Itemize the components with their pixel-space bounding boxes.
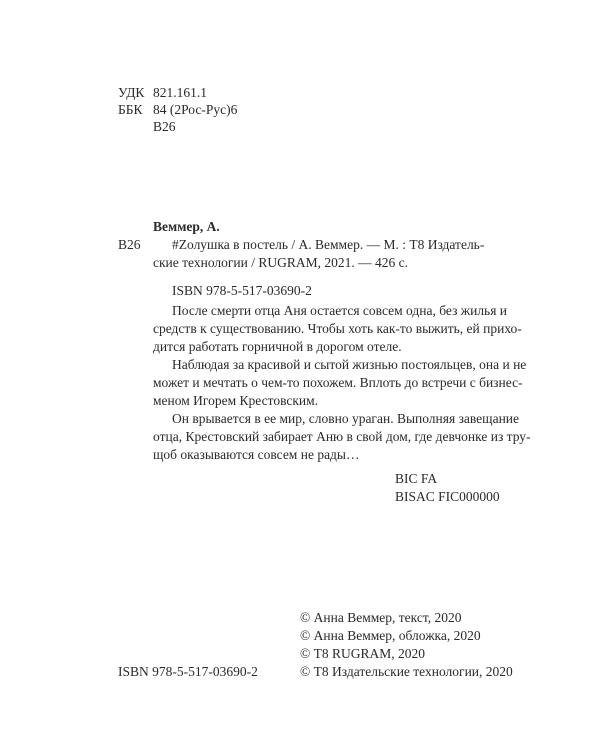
annotation-line: щоб оказываются совсем не рады… (153, 447, 360, 462)
footer-isbn: ISBN 978-5-517-03690-2 (118, 664, 258, 679)
copyright-line: © Анна Веммер, обложка, 2020 (300, 628, 481, 643)
annotation-line: дится работать горничной в дорогом отеле. (153, 339, 402, 354)
annotation-line: отца, Крестовский забирает Аню в свой дом, где девчонке из тру- (153, 429, 531, 444)
bic-code: BIC FA (395, 471, 438, 486)
annotation-line: меном Игорем Крестовским. (153, 393, 319, 408)
copyright-line: © Анна Веммер, текст, 2020 (300, 610, 462, 625)
record-author-mark: В26 (118, 237, 141, 252)
annotation-line: средств к существованию. Чтобы хоть как-то выжить, ей прихо- (153, 321, 522, 336)
udk-value: 821.161.1 (153, 85, 207, 100)
annotation (153, 302, 531, 464)
copyright-line: © Т8 RUGRAM, 2020 (300, 646, 426, 661)
record-line: #Zолушка в постель / А. Веммер. — М. : Т8 Издатель- (172, 237, 485, 252)
author-name: Веммер, А. (153, 219, 220, 234)
record-line: ские технологии / RUGRAM, 2021. — 426 с. (153, 255, 409, 270)
annotation-line: может и мечтать о чем-то похожем. Вплоть до встречи с бизнес- (153, 375, 523, 390)
annotation-line: Наблюдая за красивой и сытой жизнью постояльцев, она и не (172, 357, 527, 372)
udk-label: УДК (118, 85, 145, 100)
copyright-line: © Т8 Издательские технологии, 2020 (300, 664, 513, 679)
annotation-line: Он врывается в ее мир, словно ураган. Выполняя завещание (172, 411, 520, 426)
author-mark: В26 (153, 119, 176, 134)
bbk-value: 84 (2Рос-Рус)6 (153, 102, 238, 117)
bisac-code: BISAC FIC000000 (395, 489, 500, 504)
bbk-label: ББК (118, 102, 143, 117)
isbn: ISBN 978-5-517-03690-2 (172, 283, 312, 298)
annotation-line: После смерти отца Аня остается совсем одна, без жилья и (172, 303, 508, 318)
